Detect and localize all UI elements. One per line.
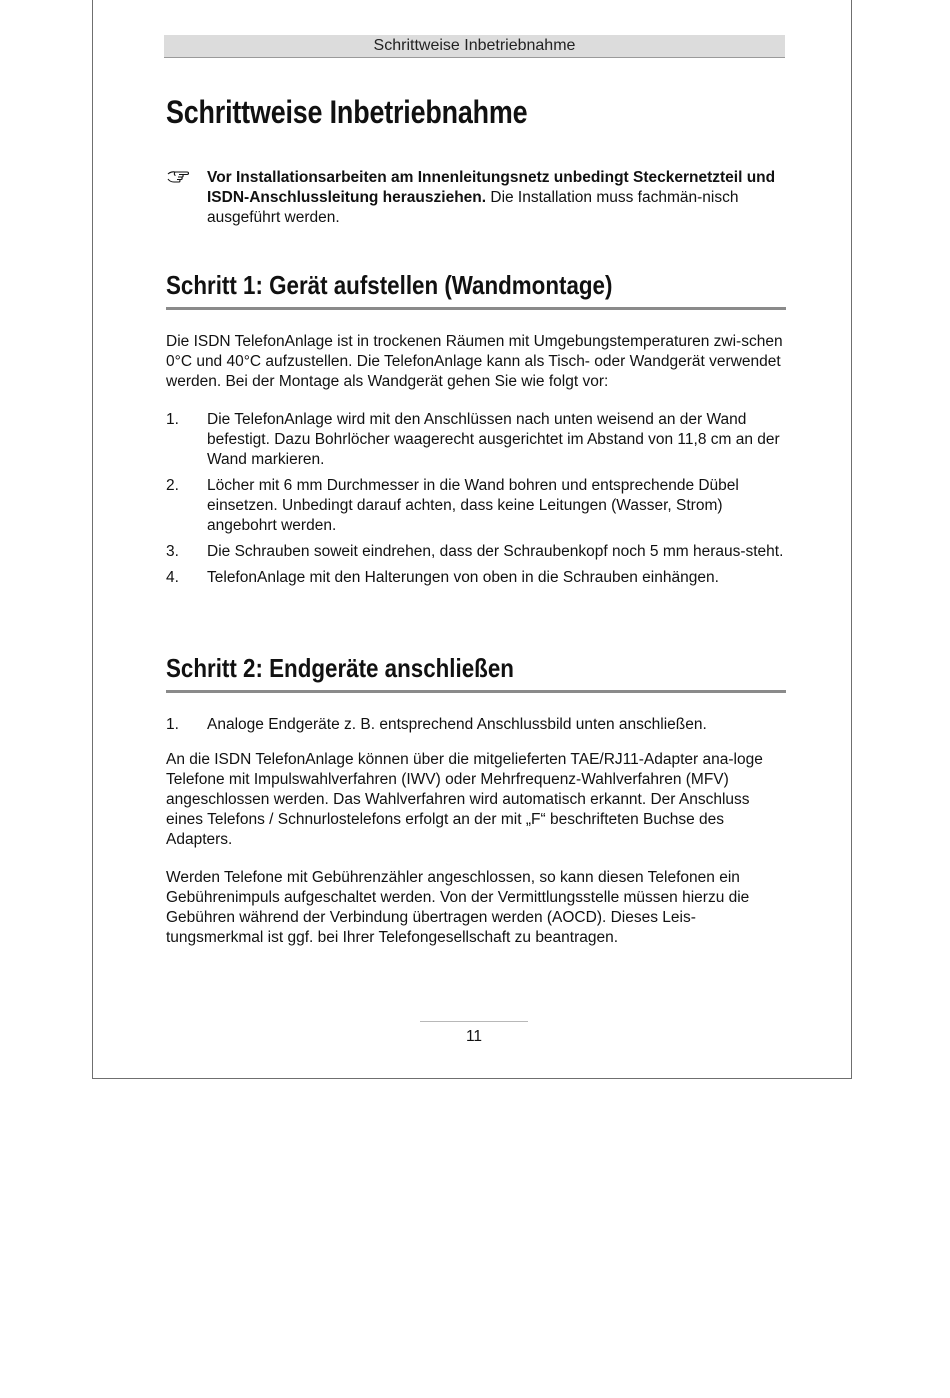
list-text: TelefonAnlage mit den Halterungen von oben in die Schrauben einhängen. — [207, 569, 719, 586]
footer-rule — [420, 1021, 528, 1022]
list-number: 1. — [166, 411, 179, 428]
note-rest-text: Die Installation muss fachmän-nisch ausgeführt werden. — [207, 189, 739, 226]
pointing-hand-icon — [166, 168, 192, 186]
step2-heading: Schritt 2: Endgeräte anschließen — [166, 653, 514, 683]
list-text: Die TelefonAnlage wird mit den Anschlüssen nach unten weisend an der Wand befestigt. Dazu Bohrlöcher waagerecht ausgerichtet im Abstand von 11,8 cm an der Wand markieren. — [207, 411, 780, 468]
list-item — [166, 542, 786, 562]
list-item — [166, 715, 786, 735]
note-text — [207, 168, 787, 228]
step2-paragraph-2: Werden Telefone mit Gebührenzähler angeschlossen, so kann diesen Telefonen ein Gebührenimpuls aufgeschaltet werden. Von der Vermittlungsstelle müssen hierzu die Gebühren während der Verbindung übertragen werden (AOCD). Dieses Leis-tungsmerkmal ist ggf. bei Ihrer Telefongesellschaft zu beantragen. — [166, 869, 750, 946]
step1-rule — [166, 307, 786, 310]
running-header: Schrittweise Inbetriebnahme — [164, 35, 785, 58]
step1-list — [166, 410, 786, 594]
list-number: 4. — [166, 569, 179, 586]
list-item — [166, 410, 786, 470]
list-number: 2. — [166, 477, 179, 494]
list-text: Löcher mit 6 mm Durchmesser in die Wand bohren und entsprechende Dübel einsetzen. Unbedingt darauf achten, dass keine Leitungen (Wasser, Strom) angebohrt werden. — [207, 477, 739, 534]
step2-rule — [166, 690, 786, 693]
step2-list — [166, 715, 786, 741]
step1-heading: Schritt 1: Gerät aufstellen (Wandmontage) — [166, 270, 613, 300]
list-number: 1. — [166, 716, 179, 733]
page-number: 11 — [465, 1028, 483, 1045]
step1-intro: Die ISDN TelefonAnlage ist in trockenen Räumen mit Umgebungstemperaturen zwi-schen 0°C und 40°C aufzustellen. Die TelefonAnlage kann als Tisch- oder Wandgerät verwendet werden. Bei der Montage als Wandgerät gehen Sie wie folgt vor: — [166, 333, 783, 390]
page-title: Schrittweise Inbetriebnahme — [166, 94, 528, 130]
step2-paragraph-1: An die ISDN TelefonAnlage können über die mitgelieferten TAE/RJ11-Adapter ana-loge Telefone mit Impulswahlverfahren (IWV) oder Mehrfrequenz-Wahlverfahren (MFV) angeschlossen werden. Das Wahlverfahren wird automatisch erkannt. Der Anschluss eines Telefons / Schnurlostelefons erfolgt an der mit „F“ beschrifteten Buchse des Adapters. — [166, 751, 763, 848]
list-text: Die Schrauben soweit eindrehen, dass der Schraubenkopf noch 5 mm heraus-steht. — [207, 543, 784, 560]
list-text: Analoge Endgeräte z. B. entsprechend Anschlussbild unten anschließen. — [207, 716, 707, 733]
note-bold-text: Vor Installationsarbeiten am Innenleitungsnetz unbedingt Steckernetzteil und ISDN-Anschlussleitung herausziehen. — [207, 169, 776, 206]
list-item — [166, 476, 786, 536]
list-item — [166, 568, 786, 588]
list-number: 3. — [166, 543, 179, 560]
